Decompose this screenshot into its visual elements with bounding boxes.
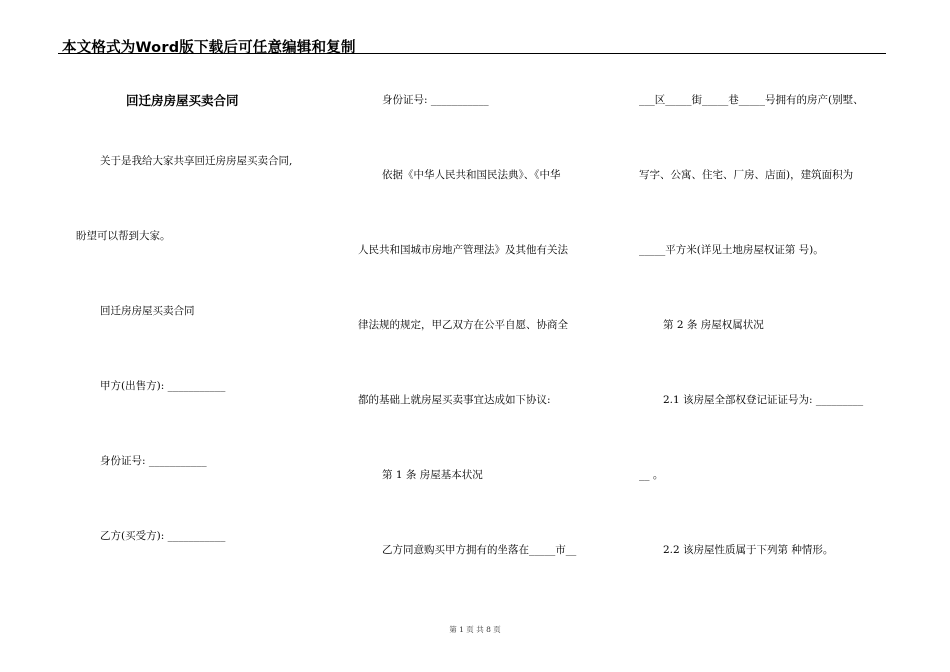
body-line: ___区_____街_____巷_____号拥有的房产(别墅、 (639, 94, 864, 106)
contract-heading: 回迁房房屋买卖合同 (100, 305, 195, 317)
party-a-id-line: 身份证号: ___________ (100, 455, 207, 467)
party-a-line: 甲方(出售方): ___________ (100, 380, 226, 392)
body-line: 写字、公寓、住宅、厂房、店面)，建筑面积为 (639, 169, 854, 181)
body-line: 依据《中华人民共和国民法典》、《中华 (382, 169, 561, 181)
party-b-id-line: 身份证号: ___________ (382, 94, 489, 106)
body-line: _____平方米(详见土地房屋权证第 号)。 (639, 244, 824, 256)
intro-line-1: 关于是我给大家共享回迁房房屋买卖合同, (100, 155, 293, 167)
article-1-heading: 第 1 条 房屋基本状况 (382, 469, 483, 481)
document-header: 本文格式为Word版下载后可任意编辑和复制 (62, 40, 356, 56)
body-line: 都的基础上就房屋买卖事宜达成如下协议: (358, 394, 551, 406)
clause-2-1-line: 2.1 该房屋全部权登记证证号为: _________ (663, 394, 864, 406)
page-number: 第 1 页 共 8 页 (449, 625, 501, 634)
clause-2-2-line: 2.2 该房屋性质属于下列第 种情形。 (663, 544, 834, 556)
party-b-line: 乙方(买受方): ___________ (100, 530, 226, 542)
intro-line-2: 盼望可以帮到大家。 (76, 230, 171, 242)
body-line: 乙方同意购买甲方拥有的坐落在_____市__ (382, 544, 577, 556)
body-line: 人民共和国城市房地产管理法》及其他有关法 (358, 244, 568, 256)
body-line: __ 。 (639, 469, 664, 481)
body-line: 律法规的规定，甲乙双方在公平自愿、协商全 (358, 319, 568, 331)
article-2-heading: 第 2 条 房屋权属状况 (663, 319, 764, 331)
contract-title: 回迁房房屋买卖合同 (126, 93, 239, 108)
header-divider (58, 53, 886, 54)
